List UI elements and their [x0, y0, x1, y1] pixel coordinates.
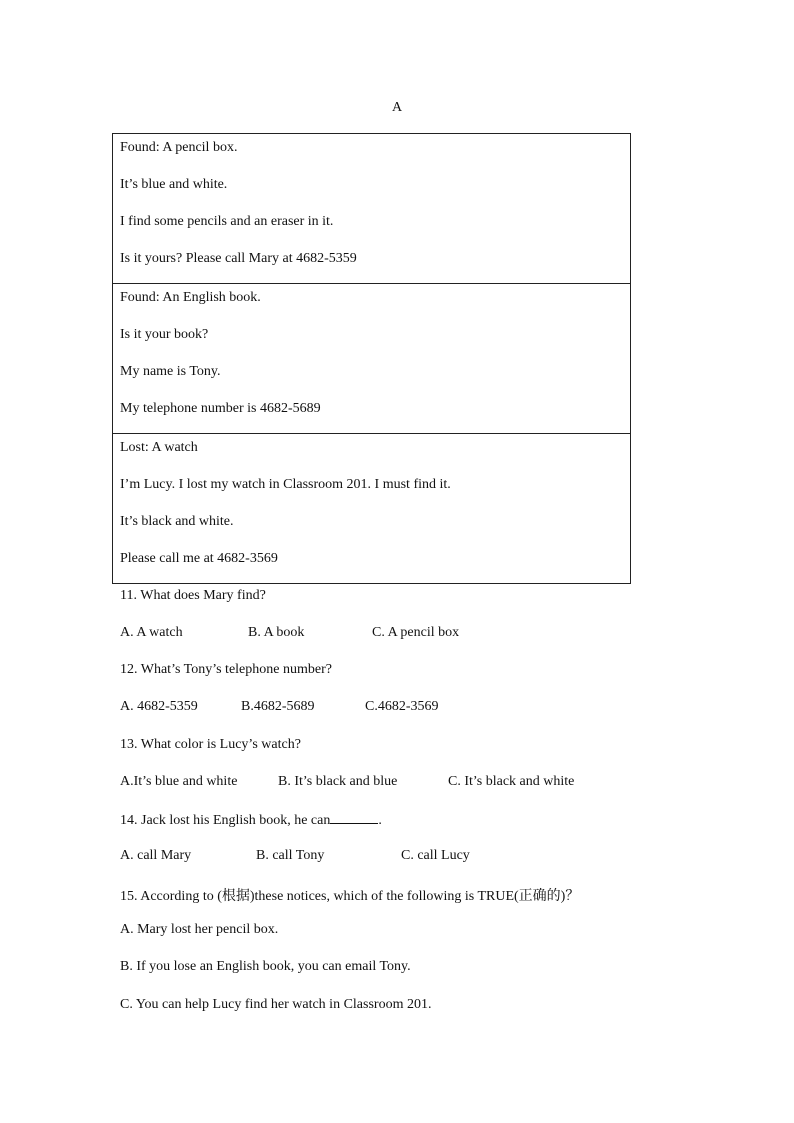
stem-end: . — [378, 813, 382, 828]
option-c: C. It’s black and white — [448, 774, 575, 789]
notice-line: Please call me at 4682-3569 — [120, 551, 278, 566]
notice-line: Is it your book? — [120, 327, 209, 342]
question-stem: 12. What’s Tony’s telephone number? — [120, 662, 332, 677]
notice-line: Found: A pencil box. — [120, 140, 238, 155]
question-stem — [120, 811, 382, 829]
option-a: A. A watch — [120, 625, 183, 640]
question-stem: 11. What does Mary find? — [120, 588, 266, 603]
answer-blank — [330, 811, 378, 824]
notice-lost-watch — [113, 433, 630, 583]
section-label: A — [391, 100, 403, 115]
notice-found-english-book — [113, 283, 630, 433]
notice-table — [112, 133, 631, 584]
notice-line: Found: An English book. — [120, 290, 261, 305]
notice-line: My telephone number is 4682-5689 — [120, 401, 321, 416]
notice-line: Lost: A watch — [120, 440, 198, 455]
option-b: B. It’s black and blue — [278, 774, 398, 789]
option-a: A.It’s blue and white — [120, 774, 238, 789]
notice-line: It’s black and white. — [120, 514, 234, 529]
notice-found-pencil-box — [113, 134, 630, 283]
notice-line: Is it yours? Please call Mary at 4682-5359 — [120, 251, 357, 266]
option-b: B. A book — [248, 625, 305, 640]
option-c: C. call Lucy — [401, 848, 470, 863]
option-a: A. Mary lost her pencil box. — [120, 922, 279, 937]
notice-line: I’m Lucy. I lost my watch in Classroom 201. I must find it. — [120, 477, 451, 492]
option-c: C. A pencil box — [372, 625, 460, 640]
option-c: C. You can help Lucy find her watch in Classroom 201. — [120, 997, 432, 1012]
stem-text: 14. Jack lost his English book, he can — [120, 813, 331, 828]
option-b: B. call Tony — [256, 848, 325, 863]
option-c: C.4682-3569 — [365, 699, 439, 714]
question-stem: 13. What color is Lucy’s watch? — [120, 737, 301, 752]
option-a: A. 4682-5359 — [120, 699, 198, 714]
notice-line: I find some pencils and an eraser in it. — [120, 214, 334, 229]
question-stem: 15. According to (根据)these notices, which of the following is TRUE(正确的)？ — [120, 889, 580, 904]
option-b: B. If you lose an English book, you can email Tony. — [120, 959, 411, 974]
notice-line: My name is Tony. — [120, 364, 221, 379]
option-a: A. call Mary — [120, 848, 192, 863]
notice-line: It’s blue and white. — [120, 177, 228, 192]
option-b: B.4682-5689 — [241, 699, 315, 714]
